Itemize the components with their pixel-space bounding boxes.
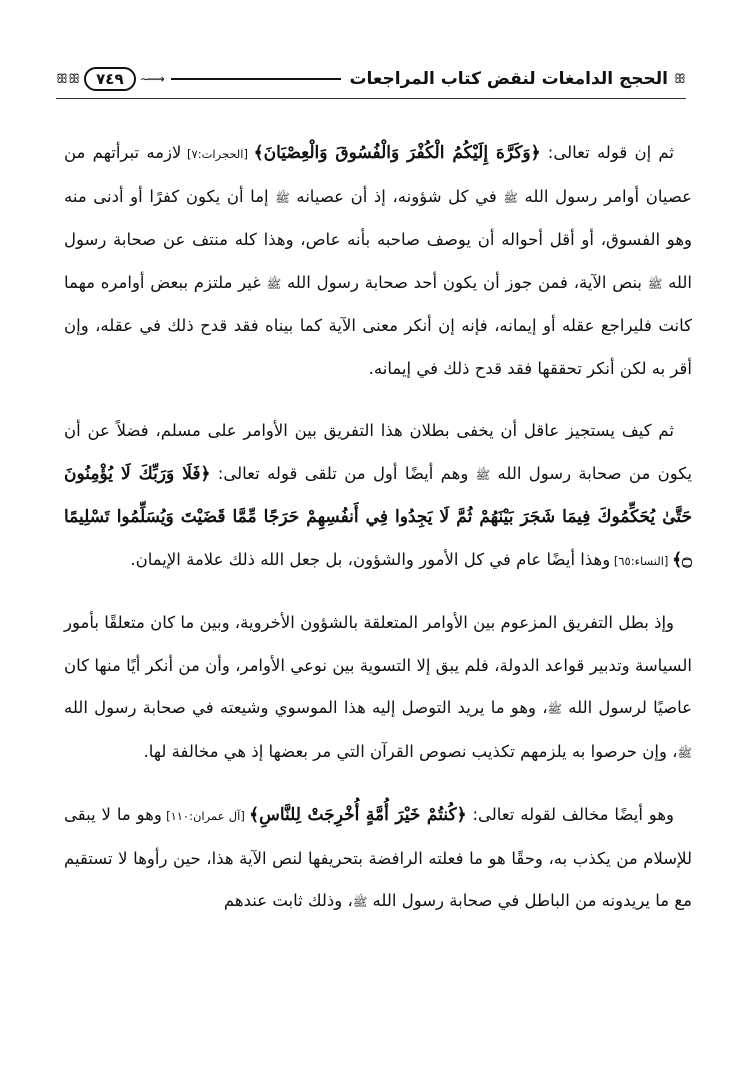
body-text: لازمه تبرأتهم من عصيان أوامر رسول الله [64, 143, 692, 206]
page-body [64, 132, 692, 944]
salutation-glyph: ﷺ [352, 895, 368, 909]
body-text: وهم أيضًا أول من تلقى قوله تعالى: [210, 463, 476, 483]
body-text: وهو ما لا يبقى للإسلام من يكذب به، وحقًا هو ما فعلته الرافضة بتحريفها لنص الآية هذا، حين رأوها لا تستقيم مع ما يريدونه من الباطل في صحابة رسول الله [64, 805, 692, 910]
salutation-glyph: ﷺ [503, 190, 518, 205]
body-text: وهذا أيضًا عام في كل الأمور والشؤون، بل جعل الله ذلك علامة الإيمان. [130, 549, 611, 569]
paragraph [64, 602, 692, 774]
book-title: الحجج الدامغات لنقض كتاب المراجعات [349, 69, 668, 89]
body-text: ثم إن قوله تعالى: [540, 143, 674, 162]
header-rule [171, 78, 342, 80]
paragraph [64, 794, 692, 924]
quran-verse: ﴿كُنتُمْ خَيْرَ أُمَّةٍ أُخْرِجَتْ لِلنَّاسِ﴾ [249, 805, 467, 825]
salutation-glyph: ﷺ [547, 702, 563, 716]
body-text: في كل شؤونه، إذ أن عصيانه [289, 186, 504, 206]
header-underline [56, 98, 686, 99]
quran-verse: ﴿فَلَا وَرَبِّكَ لَا يُؤْمِنُونَ حَتَّىٰ يُحَكِّمُوكَ فِيمَا شَجَرَ بَيْنَهُمْ ثُمَّ لَا يَجِدُوا فِي أَنفُسِهِمْ حَرَجًا مِّمَّا قَضَيْتَ وَيُسَلِّمُوا تَسْلِيمًا ۝﴾ [64, 463, 692, 570]
salutation-glyph: ﷺ [647, 276, 663, 291]
paragraph [64, 132, 692, 390]
body-text: ثم كيف يستجيز عاقل أن يخفى بطلان هذا التفريق بين الأوامر على مسلم، فضلاً عن أن يكون من صحابة رسول الله [64, 421, 692, 483]
salutation-glyph: ﷺ [266, 276, 282, 291]
body-text: ، وذلك ثابت عندهم [223, 891, 353, 910]
paragraph [64, 410, 692, 582]
body-text: وهو أيضًا مخالف لقوله تعالى: [466, 805, 674, 824]
header-ornament-left: ꕥꕥ [56, 71, 81, 87]
verse-reference: [النساء:٦٥] [610, 553, 673, 568]
verse-reference: [الحجرات:٧] [181, 147, 254, 161]
header-deco: ⟿∽ [139, 72, 163, 86]
header-title-group [349, 69, 686, 89]
salutation-glyph: ﷺ [677, 745, 692, 760]
quran-verse: ﴿وَكَرَّهَ إِلَيْكُمُ الْكُفْرَ وَالْفُسُوقَ وَالْعِصْيَانَ﴾ [253, 143, 541, 163]
body-text: ، وهو ما يريد التوصل إليه هذا الموسوي وشيعته في صحابة رسول الله [64, 698, 548, 717]
salutation-glyph: ﷺ [275, 190, 290, 205]
body-text: إما أن يكون كفرًا أو أدنى منه وهو الفسوق، أو أقل أحواله أن يوصف صاحبه بأنه عاص، وهذا كله منتف عن صحابة رسول الله [64, 186, 693, 292]
page-number: ٧٤٩ [84, 67, 135, 91]
salutation-glyph: ﷺ [475, 467, 491, 482]
body-text: ، وإن حرصوا به يلزمهم تكذيب نصوص القرآن التي مر بعضها إذ هي مخالفة لها. [143, 741, 678, 761]
header-ornament-right: ꕥ [673, 71, 686, 87]
body-text: غير ملتزم ببعض أوامره مهما كانت فليراجع عقله أو إيمانه، فإنه إن أنكر معنى الآية كما بيناه فقد قدح ذلك في عقله، وإن أقر به لكن أنكر تحققها فقد قدح ذلك في إيمانه. [64, 272, 692, 378]
running-header [56, 62, 686, 96]
body-text: بنص الآية، فمن جوز أن يكون أحد صحابة رسول الله [281, 272, 648, 292]
header-page-group [56, 67, 163, 91]
verse-reference: [آل عمران:١١٠] [161, 809, 250, 823]
body-text: وإذ بطل التفريق المزعوم بين الأوامر المتعلقة بالشؤون الأخروية، وبين ما كان متعلقًا بأمور السياسة وتدبير قواعد الدولة، فلم يبق إلا التسوية بين نوعي الأوامر، وأن من أنكر أيًا منها كان عاصيًا لرسول الله [64, 613, 693, 717]
